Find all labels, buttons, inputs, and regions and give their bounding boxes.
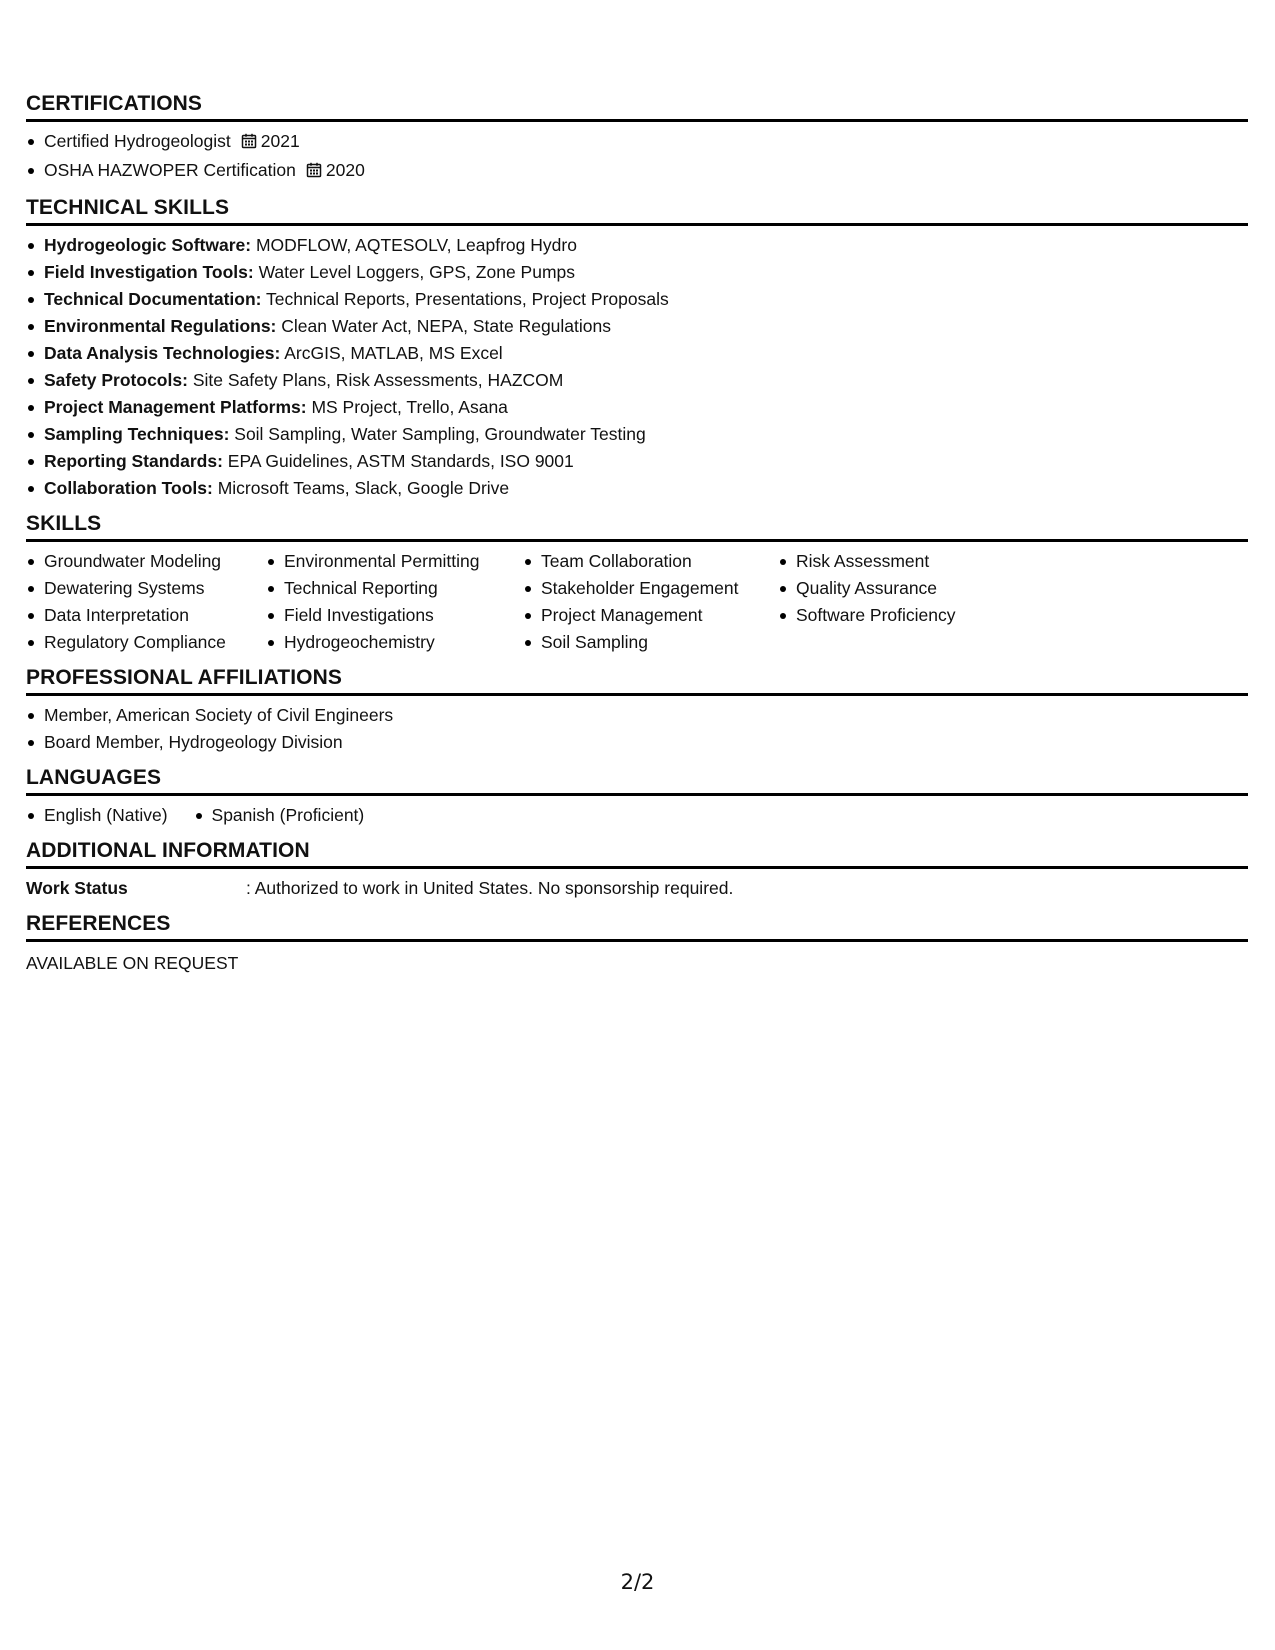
list-item bbox=[26, 232, 1248, 259]
affiliations-section bbox=[26, 666, 1248, 756]
skills-grid bbox=[26, 548, 1248, 656]
list-item bbox=[26, 286, 1248, 313]
work-status-row bbox=[26, 875, 1248, 902]
list-item: Dewatering Systems bbox=[26, 575, 266, 602]
page-number: 2/2 bbox=[620, 1570, 655, 1594]
section-title-references: REFERENCES bbox=[26, 912, 1248, 942]
skill-values: Soil Sampling, Water Sampling, Groundwater Testing bbox=[234, 424, 646, 444]
list-item: Spanish (Proficient) bbox=[194, 802, 365, 829]
skill-values: Microsoft Teams, Slack, Google Drive bbox=[217, 478, 510, 498]
skill-values: EPA Guidelines, ASTM Standards, ISO 9001 bbox=[227, 451, 574, 471]
section-title-affiliations: PROFESSIONAL AFFILIATIONS bbox=[26, 666, 1248, 696]
references-section bbox=[26, 912, 1248, 977]
list-item bbox=[26, 313, 1248, 340]
list-item: Technical Reporting bbox=[266, 575, 523, 602]
skill-category: Reporting Standards: bbox=[44, 451, 223, 471]
additional-info-section bbox=[26, 839, 1248, 902]
list-item: Project Management bbox=[523, 602, 778, 629]
resume-page bbox=[26, 92, 1248, 987]
language-item bbox=[194, 802, 391, 829]
list-item: Data Interpretation bbox=[26, 602, 266, 629]
languages-list bbox=[26, 802, 1248, 829]
list-item bbox=[26, 259, 1248, 286]
language-item bbox=[26, 802, 194, 829]
skill-category: Environmental Regulations: bbox=[44, 316, 277, 336]
certification-year: 2021 bbox=[260, 131, 300, 151]
certification-name: Certified Hydrogeologist bbox=[44, 131, 231, 151]
list-item: Groundwater Modeling bbox=[26, 548, 266, 575]
list-item: Hydrogeochemistry bbox=[266, 629, 523, 656]
skills-section bbox=[26, 512, 1248, 656]
skills-column bbox=[266, 548, 523, 656]
certification-name: OSHA HAZWOPER Certification bbox=[44, 160, 296, 180]
skill-category: Safety Protocols: bbox=[44, 370, 188, 390]
skill-category: Hydrogeologic Software: bbox=[44, 235, 252, 255]
list-item bbox=[26, 421, 1248, 448]
technical-skills-section bbox=[26, 196, 1248, 502]
section-title-skills: SKILLS bbox=[26, 512, 1248, 542]
certifications-list bbox=[26, 128, 1248, 186]
certification-year: 2020 bbox=[325, 160, 365, 180]
section-title-certifications: CERTIFICATIONS bbox=[26, 92, 1248, 122]
list-item bbox=[26, 475, 1248, 502]
skill-values: ArcGIS, MATLAB, MS Excel bbox=[284, 343, 503, 363]
list-item: Stakeholder Engagement bbox=[523, 575, 778, 602]
list-item: Field Investigations bbox=[266, 602, 523, 629]
skill-category: Field Investigation Tools: bbox=[44, 262, 254, 282]
skills-column bbox=[778, 548, 1018, 656]
list-item: English (Native) bbox=[26, 802, 168, 829]
references-text: AVAILABLE ON REQUEST bbox=[26, 953, 239, 973]
list-item bbox=[26, 367, 1248, 394]
list-item: Regulatory Compliance bbox=[26, 629, 266, 656]
skill-category: Technical Documentation: bbox=[44, 289, 262, 309]
list-item bbox=[26, 157, 1248, 186]
skill-values: Technical Reports, Presentations, Project Proposals bbox=[266, 289, 669, 309]
languages-section bbox=[26, 766, 1248, 829]
skill-values: MODFLOW, AQTESOLV, Leapfrog Hydro bbox=[255, 235, 577, 255]
list-item: Quality Assurance bbox=[778, 575, 1018, 602]
list-item: Team Collaboration bbox=[523, 548, 778, 575]
calendar-icon bbox=[306, 159, 322, 186]
skill-values: Site Safety Plans, Risk Assessments, HAZCOM bbox=[192, 370, 564, 390]
work-status-value: : Authorized to work in United States. No sponsorship required. bbox=[246, 878, 734, 898]
list-item: Board Member, Hydrogeology Division bbox=[26, 729, 1248, 756]
list-item: Environmental Permitting bbox=[266, 548, 523, 575]
skill-values: Clean Water Act, NEPA, State Regulations bbox=[281, 316, 612, 336]
section-title-technical-skills: TECHNICAL SKILLS bbox=[26, 196, 1248, 226]
skill-values: MS Project, Trello, Asana bbox=[311, 397, 508, 417]
skill-category: Collaboration Tools: bbox=[44, 478, 213, 498]
skill-category: Project Management Platforms: bbox=[44, 397, 307, 417]
technical-skills-list bbox=[26, 232, 1248, 502]
section-title-languages: LANGUAGES bbox=[26, 766, 1248, 796]
skill-values: Water Level Loggers, GPS, Zone Pumps bbox=[258, 262, 576, 282]
skills-column bbox=[26, 548, 266, 656]
list-item: Soil Sampling bbox=[523, 629, 778, 656]
section-title-additional-info: ADDITIONAL INFORMATION bbox=[26, 839, 1248, 869]
work-status-label: Work Status bbox=[26, 878, 128, 898]
list-item bbox=[26, 340, 1248, 367]
list-item: Software Proficiency bbox=[778, 602, 1018, 629]
affiliations-list bbox=[26, 702, 1248, 756]
skill-category: Sampling Techniques: bbox=[44, 424, 230, 444]
skills-column bbox=[523, 548, 778, 656]
list-item bbox=[26, 128, 1248, 157]
list-item: Member, American Society of Civil Engineers bbox=[26, 702, 1248, 729]
certifications-section bbox=[26, 92, 1248, 186]
skill-category: Data Analysis Technologies: bbox=[44, 343, 281, 363]
list-item bbox=[26, 394, 1248, 421]
list-item: Risk Assessment bbox=[778, 548, 1018, 575]
list-item bbox=[26, 448, 1248, 475]
calendar-icon bbox=[241, 130, 257, 157]
